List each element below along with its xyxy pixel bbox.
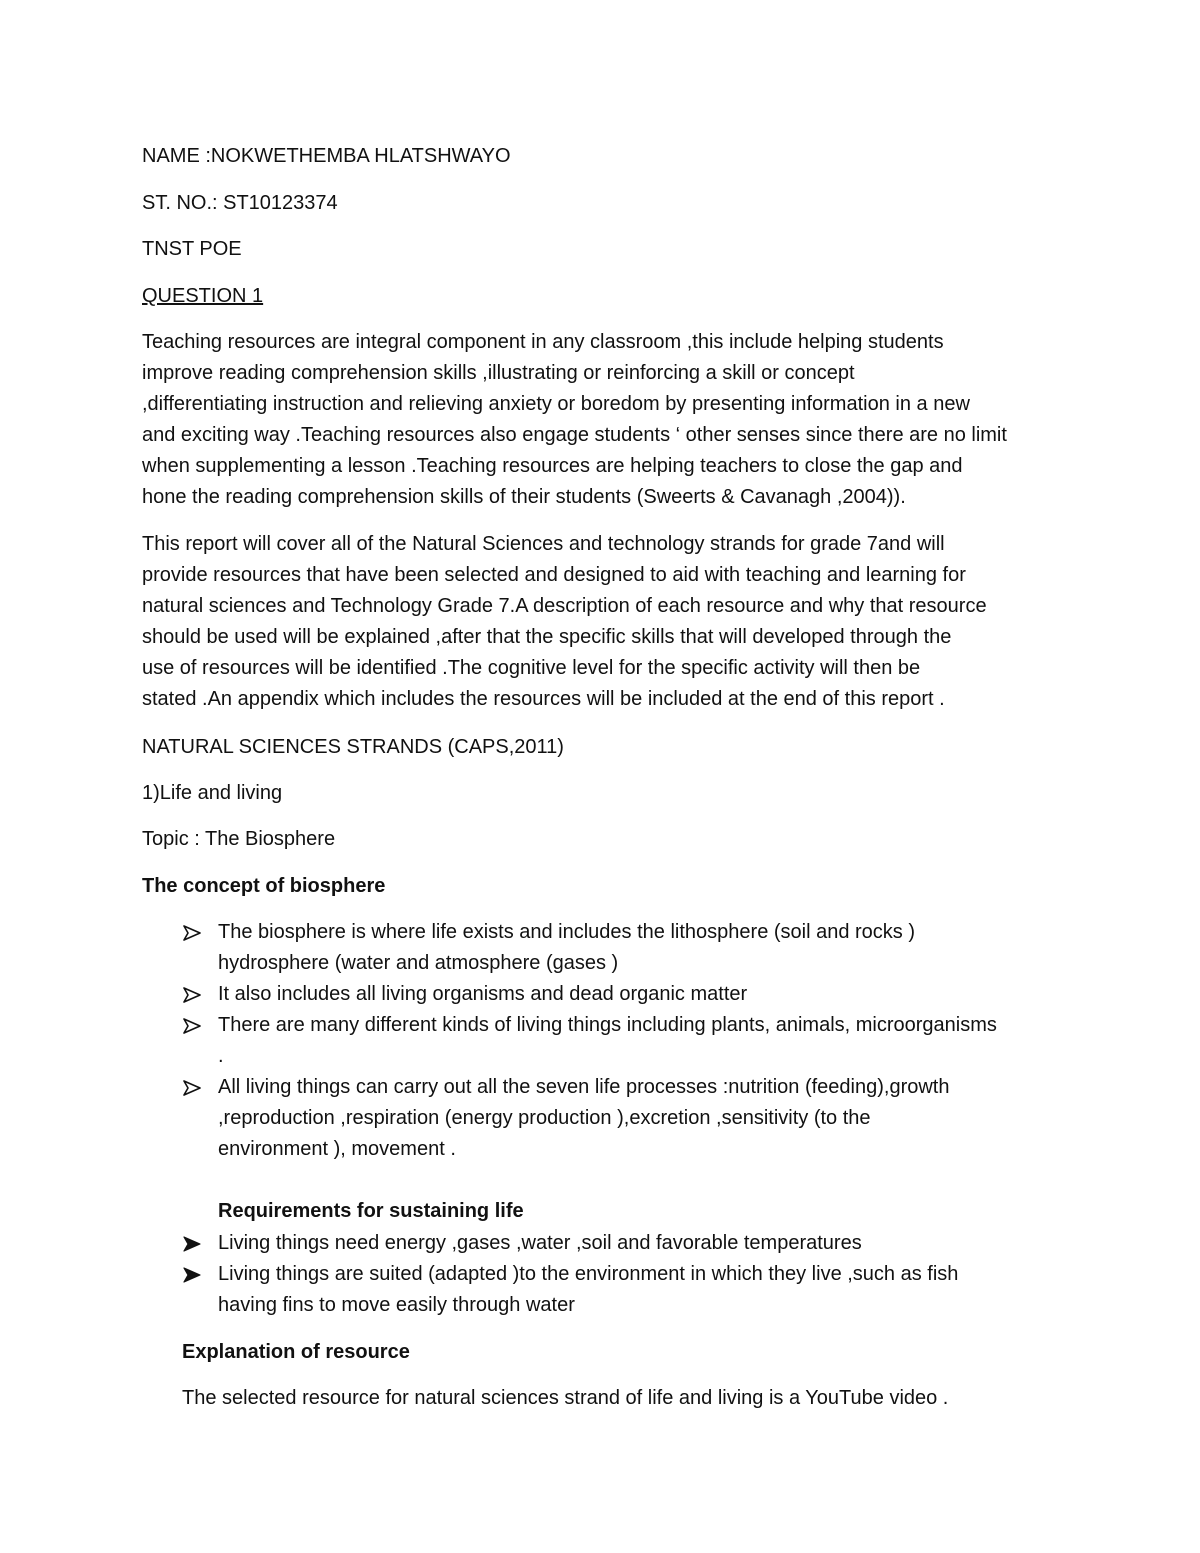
strand-item: 1)Life and living: [142, 782, 283, 804]
bullet-text: Living things need energy ,gases ,water ,soil and favorable temperatures: [218, 1232, 862, 1254]
paragraph-line: hone the reading comprehension skills of their students (Sweerts & Cavanagh ,2004)).: [142, 486, 906, 508]
strands-heading: NATURAL SCIENCES STRANDS (CAPS,2011): [142, 736, 564, 758]
explanation-heading: Explanation of resource: [182, 1341, 410, 1363]
bullet-text: .: [218, 1045, 224, 1067]
paragraph-line: stated .An appendix which includes the resources will be included at the end of this report .: [142, 688, 945, 710]
report-paragraph: [142, 529, 1072, 715]
paragraph-line: use of resources will be identified .The cognitive level for the specific activity will then be: [142, 657, 921, 679]
arrow-bullet-icon: [183, 979, 205, 1003]
paragraph-line: should be used will be explained ,after that the specific skills that will developed through the: [142, 626, 952, 648]
explanation-text: The selected resource for natural sciences strand of life and living is a YouTube video .: [182, 1387, 949, 1409]
bullet-text: Living things are suited (adapted )to the environment in which they live ,such as fish: [218, 1263, 959, 1285]
intro-paragraph: [142, 327, 1072, 513]
arrow-bullet-icon: [183, 917, 205, 941]
paragraph-line: This report will cover all of the Natural Sciences and technology strands for grade 7and will: [142, 533, 945, 555]
course-line: TNST POE: [142, 238, 242, 260]
paragraph-line: ,differentiating instruction and relieving anxiety or boredom by presenting information in a new: [142, 393, 970, 415]
filled-arrow-bullet-icon: [183, 1228, 205, 1252]
arrow-bullet-icon: [183, 1010, 205, 1034]
paragraph-line: Teaching resources are integral component in any classroom ,this include helping students: [142, 331, 944, 353]
requirements-heading: Requirements for sustaining life: [218, 1200, 524, 1222]
paragraph-line: when supplementing a lesson .Teaching resources are helping teachers to close the gap and: [142, 455, 963, 477]
bullet-text: It also includes all living organisms and dead organic matter: [218, 983, 748, 1005]
student-number-line: ST. NO.: ST10123374: [142, 192, 338, 214]
topic-line: Topic : The Biosphere: [142, 828, 336, 850]
bullet-text: environment ), movement .: [218, 1138, 456, 1160]
bullet-text: The biosphere is where life exists and includes the lithosphere (soil and rocks ): [218, 921, 916, 943]
concept-heading: The concept of biosphere: [142, 875, 386, 897]
bullet-text: All living things can carry out all the seven life processes :nutrition (feeding),growth: [218, 1076, 950, 1098]
bullet-text: having fins to move easily through water: [218, 1294, 575, 1316]
bullet-text: hydrosphere (water and atmosphere (gases ): [218, 952, 619, 974]
paragraph-line: provide resources that have been selected and designed to aid with teaching and learning for: [142, 564, 966, 586]
bullet-text: There are many different kinds of living things including plants, animals, microorganisms: [218, 1014, 997, 1036]
bullet-text: ,reproduction ,respiration (energy production ),excretion ,sensitivity (to the: [218, 1107, 871, 1129]
filled-arrow-bullet-icon: [183, 1259, 205, 1283]
question-heading: QUESTION 1: [142, 285, 264, 307]
paragraph-line: natural sciences and Technology Grade 7.A description of each resource and why that resource: [142, 595, 987, 617]
paragraph-line: improve reading comprehension skills ,illustrating or reinforcing a skill or concept: [142, 362, 855, 384]
student-name-line: NAME :NOKWETHEMBA HLATSHWAYO: [142, 145, 511, 167]
paragraph-line: and exciting way .Teaching resources also engage students ‘ other senses since there are no limit: [142, 424, 1007, 446]
arrow-bullet-icon: [183, 1072, 205, 1096]
